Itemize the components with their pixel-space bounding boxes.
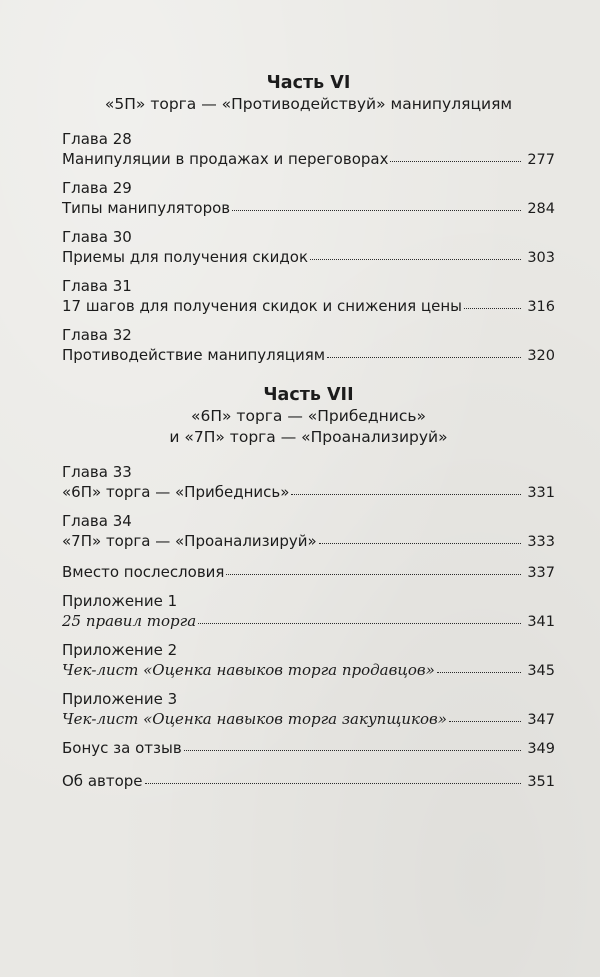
- dot-leader: [198, 623, 521, 624]
- appendix-title: Чек-лист «Оценка навыков торга закупщиков»: [62, 710, 447, 728]
- chapter-line: [62, 247, 555, 268]
- chapter-line: [62, 149, 555, 170]
- dot-leader: [319, 543, 521, 544]
- part-7-subtitle-line-1: «6П» торга — «Прибеднись»: [191, 407, 426, 425]
- chapter-line: [62, 482, 555, 503]
- about-line: [62, 771, 555, 792]
- toc-entry-appendix-1[interactable]: [62, 591, 555, 632]
- chapter-line: [62, 198, 555, 219]
- dot-leader: [291, 494, 521, 495]
- bonus-line: [62, 738, 555, 759]
- dot-leader: [327, 357, 521, 358]
- chapter-title: «6П» торга — «Прибеднись»: [62, 483, 290, 501]
- dot-leader: [464, 308, 521, 309]
- part-7-heading: [62, 384, 555, 448]
- page-number: 341: [527, 614, 555, 630]
- toc-entry-chapter-34[interactable]: [62, 511, 555, 552]
- appendix-number: Приложение 2: [62, 641, 178, 659]
- chapter-line: [62, 531, 555, 552]
- chapter-number: Глава 32: [62, 326, 132, 344]
- page-number: 333: [527, 534, 555, 550]
- about-title: Об авторе: [62, 772, 143, 790]
- part-6-subtitle: «5П» торга — «Противодействуй» манипуляциям: [104, 95, 513, 113]
- page-number: 351: [527, 774, 555, 790]
- dot-leader: [145, 783, 521, 784]
- page-number: 277: [527, 152, 555, 168]
- chapter-number: Глава 29: [62, 179, 132, 197]
- appendix-line: [62, 709, 555, 730]
- chapter-number: Глава 33: [62, 463, 132, 481]
- toc-entry-bonus[interactable]: [62, 738, 555, 759]
- toc-entry-afterword[interactable]: [62, 562, 555, 583]
- page-number: 337: [527, 565, 555, 581]
- page-number: 349: [527, 741, 555, 757]
- dot-leader: [437, 672, 521, 673]
- chapter-number: Глава 28: [62, 130, 132, 148]
- appendices-list: [62, 591, 555, 730]
- part-7-chapters: [62, 462, 555, 552]
- toc-entry-chapter-33[interactable]: [62, 462, 555, 503]
- part-6-heading: [62, 72, 555, 115]
- chapter-line: [62, 296, 555, 317]
- toc-entry-appendix-2[interactable]: [62, 640, 555, 681]
- chapter-number: Глава 31: [62, 277, 132, 295]
- part-6-title: Часть VI: [266, 73, 351, 93]
- appendix-line: [62, 611, 555, 632]
- dot-leader: [184, 750, 521, 751]
- dot-leader: [232, 210, 521, 211]
- dot-leader: [226, 574, 521, 575]
- toc-entry-chapter-28[interactable]: [62, 129, 555, 170]
- appendix-number: Приложение 3: [62, 690, 178, 708]
- dot-leader: [390, 161, 521, 162]
- toc-entry-chapter-29[interactable]: [62, 178, 555, 219]
- page-number: 347: [527, 712, 555, 728]
- table-of-contents: [62, 60, 555, 800]
- appendix-number: Приложение 1: [62, 592, 178, 610]
- part-7-title: Часть VII: [263, 385, 354, 405]
- toc-entry-chapter-31[interactable]: [62, 276, 555, 317]
- page-number: 303: [527, 250, 555, 266]
- page-number: 284: [527, 201, 555, 217]
- toc-entry-chapter-30[interactable]: [62, 227, 555, 268]
- toc-entry-chapter-32[interactable]: [62, 325, 555, 366]
- chapter-number: Глава 34: [62, 512, 132, 530]
- chapter-line: [62, 345, 555, 366]
- afterword-title: Вместо послесловия: [62, 563, 225, 581]
- dot-leader: [310, 259, 521, 260]
- appendix-line: [62, 660, 555, 681]
- chapter-number: Глава 30: [62, 228, 132, 246]
- chapter-title: Манипуляции в продажах и переговорах: [62, 150, 389, 168]
- page-number: 345: [527, 663, 555, 679]
- chapter-title: Типы манипуляторов: [62, 199, 231, 217]
- appendix-title: Чек-лист «Оценка навыков торга продавцов»: [62, 661, 435, 679]
- page-number: 316: [527, 299, 555, 315]
- part-6-chapters: [62, 129, 555, 366]
- page-number: 331: [527, 485, 555, 501]
- toc-entry-about-author[interactable]: [62, 771, 555, 792]
- chapter-title: 17 шагов для получения скидок и снижения цены: [62, 297, 463, 315]
- afterword-line: [62, 562, 555, 583]
- part-7-subtitle-line-2: и «7П» торга — «Проанализируй»: [169, 428, 448, 446]
- toc-entry-appendix-3[interactable]: [62, 689, 555, 730]
- page-number: 320: [527, 348, 555, 364]
- chapter-title: «7П» торга — «Проанализируй»: [62, 532, 317, 550]
- dot-leader: [449, 721, 521, 722]
- chapter-title: Приемы для получения скидок: [62, 248, 309, 266]
- appendix-title: 25 правил торга: [62, 612, 197, 630]
- chapter-title: Противодействие манипуляциям: [62, 346, 326, 364]
- bonus-title: Бонус за отзыв: [62, 739, 182, 757]
